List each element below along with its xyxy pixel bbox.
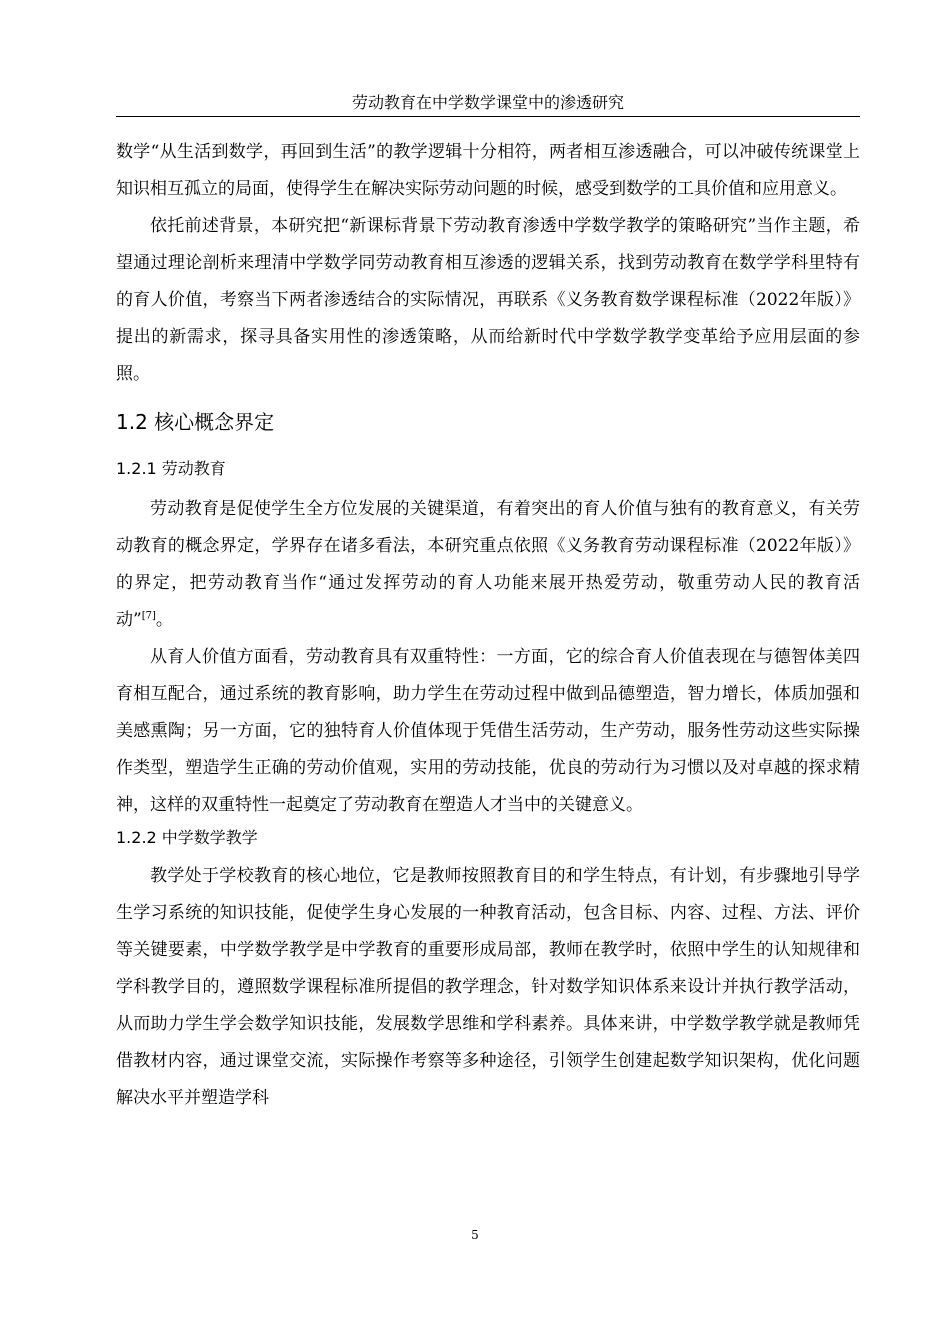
paragraph-research-topic: 依托前述背景，本研究把“新课标背景下劳动教育渗透中学数学教学的策略研究”当作主题，希望通过理论剖析来理清中学数学同劳动教育相互渗透的逻辑关系，找到劳动教育在数学学科里特有的育人价值，考察当下两者渗透结合的实际情况，再联系《义务教育数学课程标准（2022年版）》提出的新需求，探寻具备实用性的渗透策略，从而给新时代中学数学教学变革给予应用层面的参照。: [116, 216, 860, 384]
paragraph-continuation: 数学“从生活到数学，再回到生活”的教学逻辑十分相符，两者相互渗透融合，可以冲破传统课堂上知识相互孤立的局面，使得学生在解决实际劳动问题的时候，感受到数学的工具价值和应用意义。: [116, 142, 860, 199]
paragraph-math-teaching: 教学处于学校教育的核心地位，它是教师按照教育目的和学生特点，有计划，有步骤地引导学生学习系统的知识技能，促使学生身心发展的一种教育活动，包含目标、内容、过程、方法、评价等关键要素，中学数学教学是中学教育的重要形成局部，教师在教学时，依照中学生的认知规律和学科教学目的，遵照数学课程标准所提倡的教学理念，针对数学知识体系来设计并执行教学活动，从而助力学生学会数学知识技能，发展数学思维和学科素养。具体来讲，中学数学教学就是教师凭借教材内容，通过课堂交流，实际操作考察等多种途径，引领学生创建起数学知识架构，优化问题解决水平并塑造学科: [116, 866, 860, 1108]
paragraph-text: 劳动教育是促使学生全方位发展的关键渠道，有着突出的育人价值与独有的教育意义，有关劳动教育的概念界定，学界存在诸多看法，本研究重点依照《义务教育劳动课程标准（2022年版）》的界定，把劳动教育当作“通过发挥劳动的育人功能来展开热爱劳动，敬重劳动人民的教育活动”: [116, 499, 860, 630]
running-header: 劳动教育在中学数学课堂中的渗透研究: [116, 90, 860, 117]
paragraph-end-punct: 。: [155, 610, 173, 630]
paragraph-labor-education-definition: [116, 491, 860, 639]
subsection-heading-1-2-2: 1.2.2 中学数学教学: [116, 828, 258, 847]
section-heading-1-2: 1.2 核心概念界定: [116, 410, 275, 434]
page-number: 5: [471, 1228, 479, 1242]
citation-marker[interactable]: [7]: [141, 610, 156, 622]
subsection-heading-1-2-1: 1.2.1 劳动教育: [116, 459, 226, 478]
paragraph-education-value: 从育人价值方面看，劳动教育具有双重特性：一方面，它的综合育人价值表现在与德智体美四育相互配合，通过系统的教育影响，助力学生在劳动过程中做到品德塑造，智力增长，体质加强和美感熏陶；另一方面，它的独特育人价值体现于凭借生活劳动，生产劳动，服务性劳动这些实际操作类型，塑造学生正确的劳动价值观，实用的劳动技能，优良的劳动行为习惯以及对卓越的探求精神，这样的双重特性一起奠定了劳动教育在塑造人才当中的关键意义。: [116, 647, 860, 815]
document-body: [116, 134, 860, 1117]
